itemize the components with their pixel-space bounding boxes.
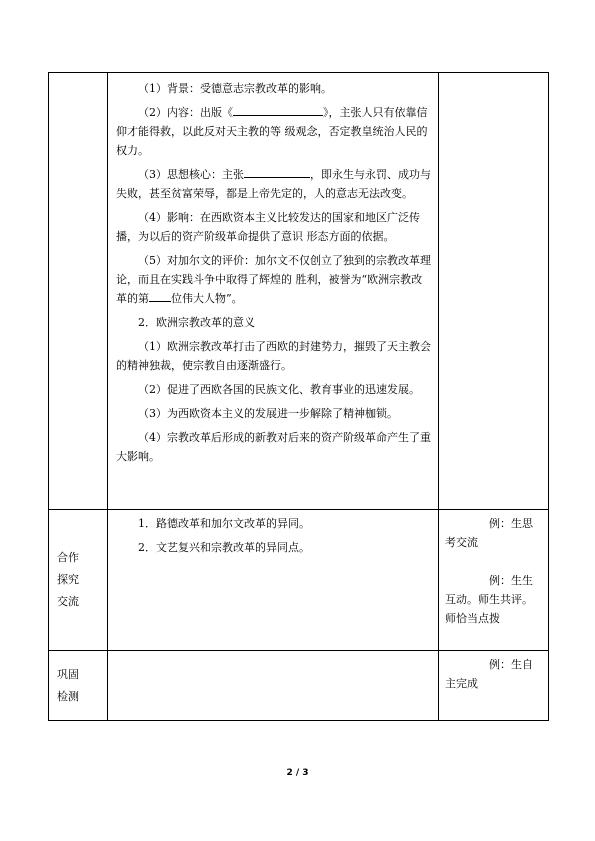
item-text: 位伟大人物”。 bbox=[171, 292, 243, 305]
row1-label-cell bbox=[49, 73, 108, 510]
row-label: 巩固 bbox=[57, 667, 79, 681]
row1-note-cell bbox=[439, 73, 549, 510]
row1-content-cell bbox=[108, 73, 439, 510]
row3-content-cell bbox=[108, 651, 439, 721]
list-item bbox=[108, 165, 438, 203]
row-label: 检测 bbox=[57, 689, 79, 703]
row2-content-cell bbox=[108, 510, 439, 651]
row-label: 交流 bbox=[57, 595, 79, 608]
item-text: （5）对加尔文的评价：加尔文不仅创立了独到的宗教改革理论，而且在实践斗争中取得了辉煌的 胜利，被誉为“欧洲宗教改革的第 bbox=[116, 254, 431, 305]
row-label: 探究 bbox=[57, 573, 79, 586]
teaching-note: 例：生自主完成 bbox=[445, 658, 533, 690]
list-item: 1．路德改革和加尔文改革的异同。 bbox=[138, 517, 310, 530]
list-item: （3）为西欧资本主义的发展进一步解除了精神枷锁。 bbox=[138, 407, 398, 420]
table-row bbox=[49, 73, 549, 510]
fill-blank bbox=[233, 103, 323, 116]
item-text: （2）内容：出版《 bbox=[138, 106, 233, 119]
page-number: 2 / 3 bbox=[286, 768, 309, 778]
item-text: 》，主张人只有依靠信仰才能得救，以此反对天主教的等 级观念，否定教皇统治人民的权力。 bbox=[116, 106, 428, 157]
teaching-note: 例：生生互动。师生共评。师恰当点拨 bbox=[445, 574, 533, 625]
row3-label-cell bbox=[49, 651, 108, 721]
list-item: （4）宗教改革后形成的新教对后来的资产阶级革命产生了重大影响。 bbox=[116, 431, 431, 463]
lesson-plan-table bbox=[48, 72, 549, 721]
row3-note-cell bbox=[439, 651, 549, 721]
teaching-note: 例：生思考交流 bbox=[445, 517, 533, 549]
row2-label-cell bbox=[49, 510, 108, 651]
section-heading: 2．欧洲宗教改革的意义 bbox=[138, 316, 255, 329]
table-row bbox=[49, 651, 549, 721]
list-item: 2．文艺复兴和宗教改革的异同点。 bbox=[138, 541, 310, 554]
list-item: （2）促进了西欧各国的民族文化、教育事业的迅速发展。 bbox=[138, 383, 420, 396]
item-text: ，即永生与永罚、成功与失败，甚至贫富荣辱，都是上帝先定的，人的意志无法改变。 bbox=[116, 168, 431, 200]
list-item bbox=[108, 251, 438, 308]
fill-blank bbox=[149, 289, 171, 302]
list-item: （1）欧洲宗教改革打击了西欧的封建势力，摧毁了天主教会的精神独裁，使宗教自由逐渐盛行。 bbox=[116, 340, 431, 372]
list-item bbox=[108, 103, 438, 160]
fill-blank bbox=[244, 165, 310, 178]
table-row bbox=[49, 510, 549, 651]
list-item: （4）影响：在西欧资本主义比较发达的国家和地区广泛传播，为以后的资产阶级革命提供了意识 形态方面的依据。 bbox=[116, 211, 420, 243]
row-label: 合作 bbox=[57, 551, 79, 564]
item-text: （3）思想核心：主张 bbox=[138, 168, 244, 181]
row2-note-cell bbox=[439, 510, 549, 651]
list-item: （1）背景：受德意志宗教改革的影响。 bbox=[138, 82, 332, 95]
